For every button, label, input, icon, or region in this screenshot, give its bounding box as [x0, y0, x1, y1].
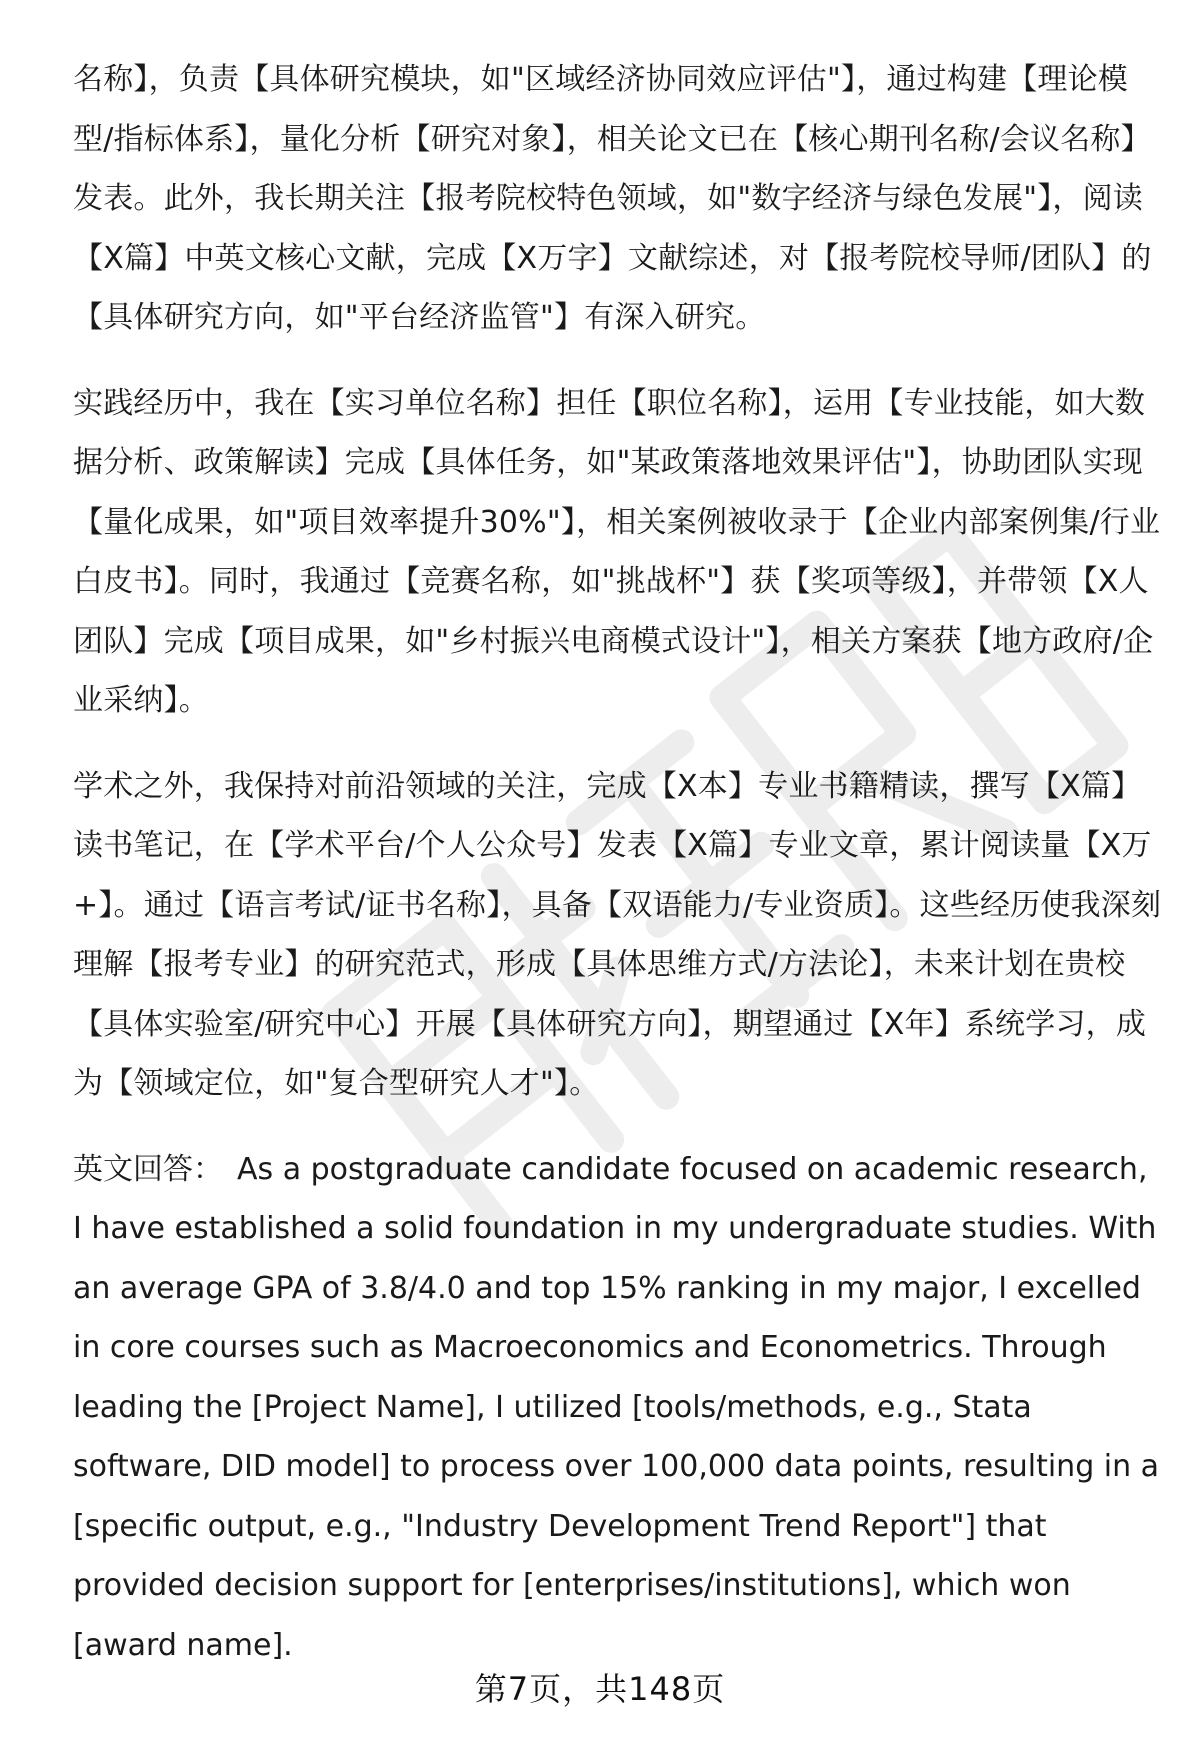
document-body: [73, 50, 1163, 1701]
paragraph-practice: 实践经历中，我在【实习单位名称】担任【职位名称】，运用【专业技能，如大数据分析、政策解读】完成【具体任务，如"某政策落地效果评估"】，协助团队实现【量化成果，如"项目效率提升30%"】，相关案例被收录于【企业内部案例集/行业白皮书】。同时，我通过【竞赛名称，如"挑战杯"】获【奖项等级】，并带领【X人团队】完成【项目成果，如"乡村振兴电商模式设计"】，相关方案获【地方政府/企业采纳】。: [73, 385, 1161, 718]
paragraph-beyond-academics: 学术之外，我保持对前沿领域的关注，完成【X本】专业书籍精读，撰写【X篇】读书笔记，在【学术平台/个人公众号】发表【X篇】专业文章，累计阅读量【X万+】。通过【语言考试/证书名称】，具备【双语能力/专业资质】。这些经历使我深刻理解【报考专业】的研究范式，形成【具体思维方式/方法论】，未来计划在贵校【具体实验室/研究中心】开展【具体研究方向】，期望通过【X年】系统学习，成为【领域定位，如"复合型研究人才"】。: [73, 768, 1162, 1101]
paragraph-research: 名称】，负责【具体研究模块，如"区域经济协同效应评估"】，通过构建【理论模型/指标体系】，量化分析【研究对象】，相关论文已在【核心期刊名称/会议名称】发表。此外，我长期关注【报考院校特色领域，如"数字经济与绿色发展"】，阅读【X篇】中英文核心文献，完成【X万字】文献综述，对【报考院校导师/团队】的【具体研究方向，如"平台经济监管"】有深入研究。: [73, 62, 1152, 335]
page-number-footer: 第7页，共148页: [474, 1670, 726, 1708]
english-answer-label: 英文回答：: [73, 1151, 223, 1187]
paragraph-english-answer: [73, 1140, 1163, 1676]
english-answer-text: As a postgraduate candidate focused on academic research, I have established a solid foundation in my undergraduate studies. With an average GPA of 3.8/4.0 and top 15% ranking in my major, I excelled in core courses such as Macroeconomics and Econometrics. Through leading the [Project Name], I utilized [tools/methods, e.g., Stata software, DID model] to process over 100,000 data points, resulting in a [specific output, e.g., "Industry Development Trend Report"] that provided decision support for [enterprises/institutions], which won [award name].: [73, 1151, 1160, 1663]
